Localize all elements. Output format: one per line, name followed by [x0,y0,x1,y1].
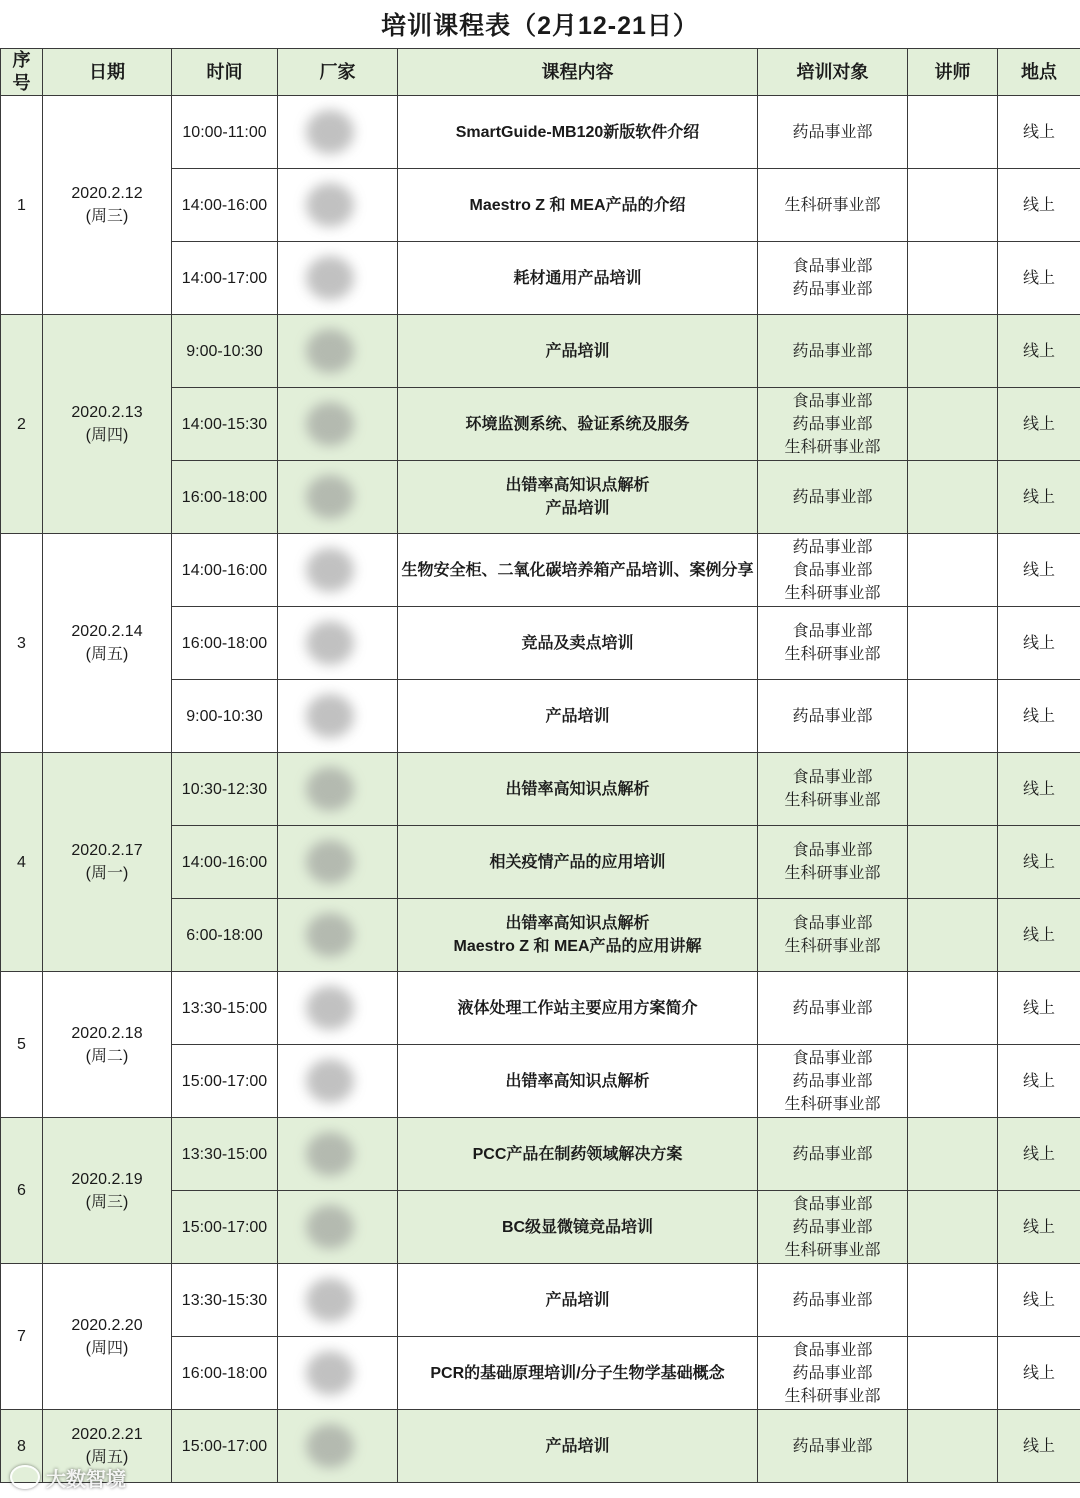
redaction-blur [306,621,354,665]
cell-location: 线上 [998,1191,1080,1264]
cell-topic: Maestro Z 和 MEA产品的介绍 [398,169,758,242]
cell-location: 线上 [998,972,1080,1045]
cell-group-no: 5 [1,972,43,1118]
cell-time: 9:00-10:30 [172,680,278,753]
cell-topic: 出错率高知识点解析 产品培训 [398,461,758,534]
cell-time: 15:00-17:00 [172,1410,278,1483]
cell-vendor [278,1118,398,1191]
table-row [1,96,1080,169]
cell-lecturer [908,680,998,753]
cell-location: 线上 [998,899,1080,972]
cell-lecturer [908,169,998,242]
cell-group-date: 2020.2.17 (周一) [43,753,172,972]
header-cell-date: 日期 [43,49,172,96]
cell-location: 线上 [998,315,1080,388]
table-row [1,1264,1080,1337]
cell-location: 线上 [998,242,1080,315]
cell-group-date: 2020.2.12 (周三) [43,96,172,315]
cell-topic: 出错率高知识点解析 [398,753,758,826]
cell-location: 线上 [998,169,1080,242]
cell-audience: 药品事业部 食品事业部 生科研事业部 [758,534,908,607]
cell-topic: 产品培训 [398,1264,758,1337]
redaction-blur [306,694,354,738]
cell-topic: PCC产品在制药领域解决方案 [398,1118,758,1191]
cell-location: 线上 [998,534,1080,607]
cell-topic: 竞品及卖点培训 [398,607,758,680]
redaction-blur [306,986,354,1030]
redaction-blur [306,256,354,300]
cell-time: 13:30-15:00 [172,972,278,1045]
cell-location: 线上 [998,461,1080,534]
cell-audience: 药品事业部 [758,1410,908,1483]
cell-topic: 产品培训 [398,1410,758,1483]
cell-audience: 药品事业部 [758,315,908,388]
cell-lecturer [908,607,998,680]
cell-audience: 药品事业部 [758,1118,908,1191]
redaction-blur [306,402,354,446]
cell-group-date: 2020.2.20 (周四) [43,1264,172,1410]
cell-time: 14:00-15:30 [172,388,278,461]
header-cell-location: 地点 [998,49,1080,96]
cell-topic: 产品培训 [398,315,758,388]
cell-topic: 出错率高知识点解析 Maestro Z 和 MEA产品的应用讲解 [398,899,758,972]
cell-group-no: 2 [1,315,43,534]
cell-location: 线上 [998,826,1080,899]
header-cell-audience: 培训对象 [758,49,908,96]
cell-audience: 药品事业部 [758,461,908,534]
table-row [1,1410,1080,1483]
watermark-logo-icon [10,1465,40,1489]
cell-location: 线上 [998,1118,1080,1191]
cell-audience: 食品事业部 药品事业部 生科研事业部 [758,388,908,461]
watermark-text: 大数智境 [46,1468,126,1491]
cell-time: 10:00-11:00 [172,96,278,169]
cell-time: 16:00-18:00 [172,461,278,534]
cell-vendor [278,972,398,1045]
redaction-blur [306,1132,354,1176]
cell-audience: 食品事业部 药品事业部 [758,242,908,315]
cell-vendor [278,680,398,753]
redaction-blur [306,548,354,592]
cell-topic: 环境监测系统、验证系统及服务 [398,388,758,461]
cell-topic: 耗材通用产品培训 [398,242,758,315]
cell-topic: 产品培训 [398,680,758,753]
table-row [1,534,1080,607]
cell-lecturer [908,1045,998,1118]
cell-vendor [278,388,398,461]
header-cell-vendor: 厂家 [278,49,398,96]
cell-audience: 生科研事业部 [758,169,908,242]
cell-time: 10:30-12:30 [172,753,278,826]
page-title: 培训课程表（2月12-21日） [381,12,699,40]
cell-location: 线上 [998,680,1080,753]
cell-vendor [278,242,398,315]
cell-vendor [278,315,398,388]
cell-location: 线上 [998,1410,1080,1483]
cell-group-date: 2020.2.21 (周五) [43,1410,172,1483]
header-cell-time: 时间 [172,49,278,96]
cell-topic: BC级显微镜竞品培训 [398,1191,758,1264]
cell-group-date: 2020.2.13 (周四) [43,315,172,534]
cell-lecturer [908,972,998,1045]
table-row [1,1118,1080,1191]
cell-vendor [278,461,398,534]
cell-vendor [278,1337,398,1410]
cell-time: 14:00-17:00 [172,242,278,315]
redaction-blur [306,767,354,811]
cell-audience: 食品事业部 药品事业部 生科研事业部 [758,1191,908,1264]
cell-audience: 药品事业部 [758,1264,908,1337]
cell-audience: 食品事业部 生科研事业部 [758,826,908,899]
cell-group-no: 6 [1,1118,43,1264]
cell-time: 14:00-16:00 [172,169,278,242]
cell-location: 线上 [998,607,1080,680]
cell-lecturer [908,461,998,534]
cell-audience: 食品事业部 药品事业部 生科研事业部 [758,1337,908,1410]
cell-location: 线上 [998,388,1080,461]
redaction-blur [306,913,354,957]
cell-topic: 相关疫情产品的应用培训 [398,826,758,899]
cell-vendor [278,1264,398,1337]
header-row [1,49,1080,96]
schedule-table [0,48,1080,1483]
cell-group-date: 2020.2.18 (周二) [43,972,172,1118]
cell-lecturer [908,1337,998,1410]
redaction-blur [306,329,354,373]
cell-group-no: 3 [1,534,43,753]
table-row [1,753,1080,826]
schedule-body [1,96,1080,1483]
cell-audience: 食品事业部 生科研事业部 [758,753,908,826]
cell-group-no: 4 [1,753,43,972]
cell-time: 13:30-15:00 [172,1118,278,1191]
cell-topic: SmartGuide-MB120新版软件介绍 [398,96,758,169]
cell-group-no: 1 [1,96,43,315]
table-row [1,315,1080,388]
cell-time: 14:00-16:00 [172,826,278,899]
cell-audience: 药品事业部 [758,972,908,1045]
cell-topic: PCR的基础原理培训/分子生物学基础概念 [398,1337,758,1410]
cell-audience: 食品事业部 药品事业部 生科研事业部 [758,1045,908,1118]
cell-audience: 药品事业部 [758,680,908,753]
cell-lecturer [908,534,998,607]
cell-vendor [278,1045,398,1118]
cell-audience: 食品事业部 生科研事业部 [758,899,908,972]
cell-vendor [278,826,398,899]
cell-vendor [278,96,398,169]
cell-location: 线上 [998,1045,1080,1118]
cell-time: 16:00-18:00 [172,607,278,680]
cell-audience: 食品事业部 生科研事业部 [758,607,908,680]
cell-vendor [278,753,398,826]
cell-lecturer [908,315,998,388]
cell-group-no: 7 [1,1264,43,1410]
redaction-blur [306,1205,354,1249]
cell-audience: 药品事业部 [758,96,908,169]
watermark [10,1462,126,1492]
cell-time: 6:00-18:00 [172,899,278,972]
cell-lecturer [908,1410,998,1483]
cell-lecturer [908,753,998,826]
cell-lecturer [908,899,998,972]
redaction-blur [306,1424,354,1468]
redaction-blur [306,1351,354,1395]
cell-time: 15:00-17:00 [172,1045,278,1118]
cell-time: 16:00-18:00 [172,1337,278,1410]
cell-time: 15:00-17:00 [172,1191,278,1264]
cell-location: 线上 [998,1337,1080,1410]
cell-group-date: 2020.2.19 (周三) [43,1118,172,1264]
cell-vendor [278,169,398,242]
cell-lecturer [908,242,998,315]
cell-vendor [278,1191,398,1264]
cell-lecturer [908,826,998,899]
header-cell-topic: 课程内容 [398,49,758,96]
redaction-blur [306,1278,354,1322]
cell-lecturer [908,1264,998,1337]
redaction-blur [306,183,354,227]
cell-time: 13:30-15:30 [172,1264,278,1337]
cell-topic: 出错率高知识点解析 [398,1045,758,1118]
redaction-blur [306,475,354,519]
table-row [1,972,1080,1045]
cell-vendor [278,1410,398,1483]
cell-topic: 生物安全柜、二氧化碳培养箱产品培训、案例分享 [398,534,758,607]
cell-time: 14:00-16:00 [172,534,278,607]
cell-lecturer [908,388,998,461]
redaction-blur [306,110,354,154]
cell-vendor [278,899,398,972]
header-cell-lecturer: 讲师 [908,49,998,96]
cell-group-no: 8 [1,1410,43,1483]
redaction-blur [306,1059,354,1103]
cell-time: 9:00-10:30 [172,315,278,388]
cell-location: 线上 [998,96,1080,169]
cell-group-date: 2020.2.14 (周五) [43,534,172,753]
header-cell-no: 序号 [1,49,43,96]
cell-vendor [278,534,398,607]
redaction-blur [306,840,354,884]
cell-location: 线上 [998,1264,1080,1337]
cell-vendor [278,607,398,680]
cell-location: 线上 [998,753,1080,826]
cell-lecturer [908,1191,998,1264]
cell-lecturer [908,96,998,169]
cell-topic: 液体处理工作站主要应用方案简介 [398,972,758,1045]
cell-lecturer [908,1118,998,1191]
